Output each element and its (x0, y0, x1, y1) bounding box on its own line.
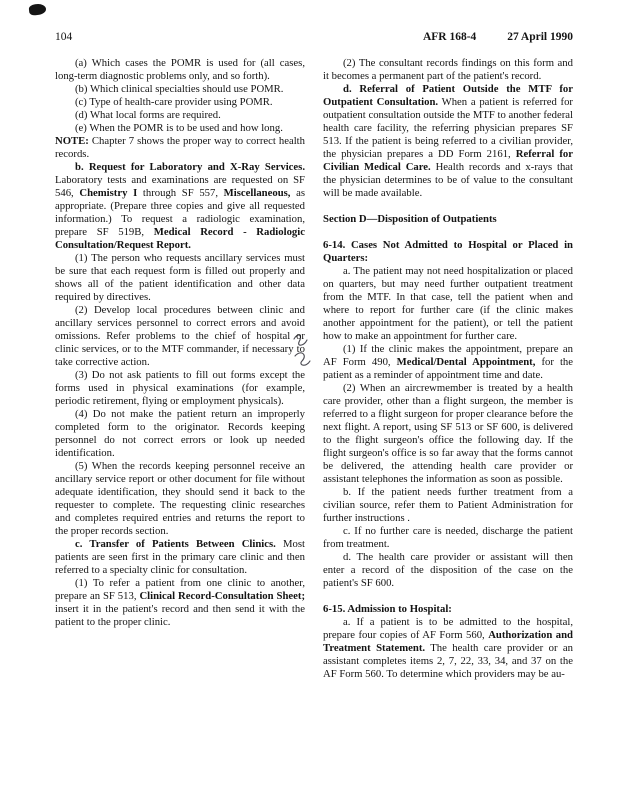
text-run: (2) When an aircrewmember is treated by a health care provider, other than a flight surgeon, the member is referred to a flight surgeon for proper clearance before the next flight. A report, using SF 513 or SF 600, is delivered to the flight surgeon's office the following day. If the flight surgeon's office is so far away that the forms cannot be delivered, the attending health care provider or assistant telephones the information as soon as possible. (323, 382, 573, 485)
header-right (423, 31, 573, 43)
text-run: a. The patient may not need hospitalization or placed on quarters, but may need further outpatient treatment from the MTF. In that case, tell the patient when and where to report for further care (if the clinic makes another appointment for the patient), or tell the patient how to make an appointment for further care. (323, 265, 573, 342)
paragraph (55, 135, 305, 161)
paragraph (323, 382, 573, 486)
text-run: Chapter 7 shows the proper way to correct health records. (55, 135, 305, 160)
paragraph (323, 616, 573, 681)
paragraph-heading (323, 239, 573, 265)
paragraph (55, 96, 305, 109)
text-run: Most patients are seen first in the primary care clinic and then referred to a specialty clinic for consultation. (55, 538, 305, 576)
paragraph (55, 369, 305, 408)
text-run: insert it in the patient's record and then send it with the patient to the proper clinic. (55, 603, 305, 628)
paragraph-heading (323, 603, 573, 616)
paragraph (55, 83, 305, 96)
bold-text-run: Chemistry I (79, 187, 138, 199)
bold-text-run: Miscellaneous, (223, 187, 291, 199)
text-run: as appropriate. (Prepare three copies and give all requested information.) To request a radiologic examination, prepare SF 519B, (55, 187, 306, 238)
paragraph (55, 109, 305, 122)
paragraph (55, 460, 305, 538)
paragraph (323, 83, 573, 200)
section-heading (323, 213, 573, 226)
text-run: When a patient is referred for outpatient consultation outside the MTF to another federal health care facility, the referring physician prepares SF 513. If the patient is being referred to a civilian provider, the physician prepares a DD Form 2161, (323, 96, 573, 160)
text-run: Health records and x-rays that the physician determines to be of value to the consultant will be made available. (323, 161, 574, 199)
bold-text-run: 6-15. Admission to Hospital: (323, 603, 452, 615)
bold-text-run: d. Referral of Patient Outside the MTF for Outpatient Consultation. (323, 83, 573, 108)
paragraph (323, 525, 573, 551)
text-run: (a) Which cases the POMR is used for (all cases, long-term diagnostic problems only, and so forth). (55, 57, 305, 82)
bold-text-run: NOTE: (55, 135, 89, 147)
bold-text-run: b. Request for Laboratory and X-Ray Services. (75, 161, 305, 173)
text-run: (5) When the records keeping personnel receive an ancillary service report or other document for file without adequate identification, they should send it back to the requester to complete. The requesting clinic researches and completes required entries and returns the report to the proper records section. (55, 460, 305, 537)
paragraph (55, 57, 305, 83)
publication-date: 27 April 1990 (507, 31, 573, 43)
paragraph (55, 252, 305, 304)
text-run: for the patient as a reminder of appointment time and date. (323, 356, 574, 381)
paragraph (55, 538, 305, 577)
text-run: (3) Do not ask patients to fill out forms except the forms used in physical examinations (for example, periodic retirement, flying or employment physicals). (55, 369, 305, 407)
bold-text-run: Clinical Record-Consultation Sheet; (139, 590, 306, 602)
left-column (55, 57, 305, 681)
paragraph (323, 486, 573, 525)
text-run: The health care provider or an assistant completes items 2, 7, 22, 33, 34, and 37 on the AF Form 560. To determine which providers may be au- (323, 642, 573, 680)
bold-text-run: Authorization and Treatment Statement. (323, 629, 574, 654)
text-run: (1) The person who requests ancillary services must be sure that each request form is filled out properly and shows all of the patient identification and other data required by directives. (55, 252, 305, 303)
text-run: (b) Which clinical specialties should use POMR. (75, 83, 284, 95)
text-run: (e) When the POMR is to be used and how long. (75, 122, 283, 134)
bold-text-run: Referral for Civilian Medical Care. (323, 148, 573, 173)
text-run: (2) Develop local procedures between clinic and ancillary services personnel to correct errors and avoid omissions. Refer problems to the chief of hospital or clinic services, or to the MTF commander, if necessary to take corrective action. (55, 304, 305, 368)
text-run: (d) What local forms are required. (75, 109, 221, 121)
text-run: b. If the patient needs further treatment from a civilian source, refer them to Patient Administration for further instructions . (323, 486, 573, 524)
text-run: (2) The consultant records findings on this form and it becomes a permanent part of the patient's record. (323, 57, 573, 82)
bold-text-run: Medical Record - Radiologic Consultation/Request Report. (55, 226, 305, 251)
bold-text-run: Medical/Dental Appointment, (396, 356, 536, 368)
paragraph (55, 577, 305, 629)
bold-text-run: 6-14. Cases Not Admitted to Hospital or Placed in Quarters: (323, 239, 573, 264)
paragraph (323, 57, 573, 83)
text-run: (c) Type of health-care provider using POMR. (75, 96, 273, 108)
text-run: d. The health care provider or assistant will then enter a record of the disposition of the case on the patient's SF 600. (323, 551, 573, 589)
text-run: c. If no further care is needed, discharge the patient from treatment. (323, 525, 573, 550)
text-run: (4) Do not make the patient return an improperly completed form to the originator. Records keeping personnel do not correct errors or look up needed identification. (55, 408, 305, 459)
publication-id: AFR 168-4 (422, 31, 477, 43)
paragraph (55, 408, 305, 460)
paragraph (323, 551, 573, 590)
paragraph (55, 122, 305, 135)
paragraph (323, 265, 573, 343)
bold-text-run: Section D—Disposition of Outpatients (323, 213, 497, 225)
text-run: through SF 557, (137, 187, 224, 199)
text-run: a. If a patient is to be admitted to the hospital, prepare four copies of AF Form 560, (323, 616, 573, 641)
page-header (55, 31, 573, 43)
paragraph (55, 304, 305, 369)
two-column-body (55, 57, 573, 681)
text-run: Laboratory tests and examinations are requested on SF 546, (55, 174, 305, 199)
scan-artifact-blob (28, 3, 46, 16)
paragraph (323, 343, 573, 382)
page-number: 104 (55, 31, 73, 43)
text-run: (1) To refer a patient from one clinic to another, prepare an SF 513, (55, 577, 305, 602)
text-run: (1) If the clinic makes the appointment, prepare an AF Form 490, (323, 343, 573, 368)
paragraph (55, 161, 305, 252)
right-column (323, 57, 573, 681)
bold-text-run: c. Transfer of Patients Between Clinics. (75, 538, 276, 550)
